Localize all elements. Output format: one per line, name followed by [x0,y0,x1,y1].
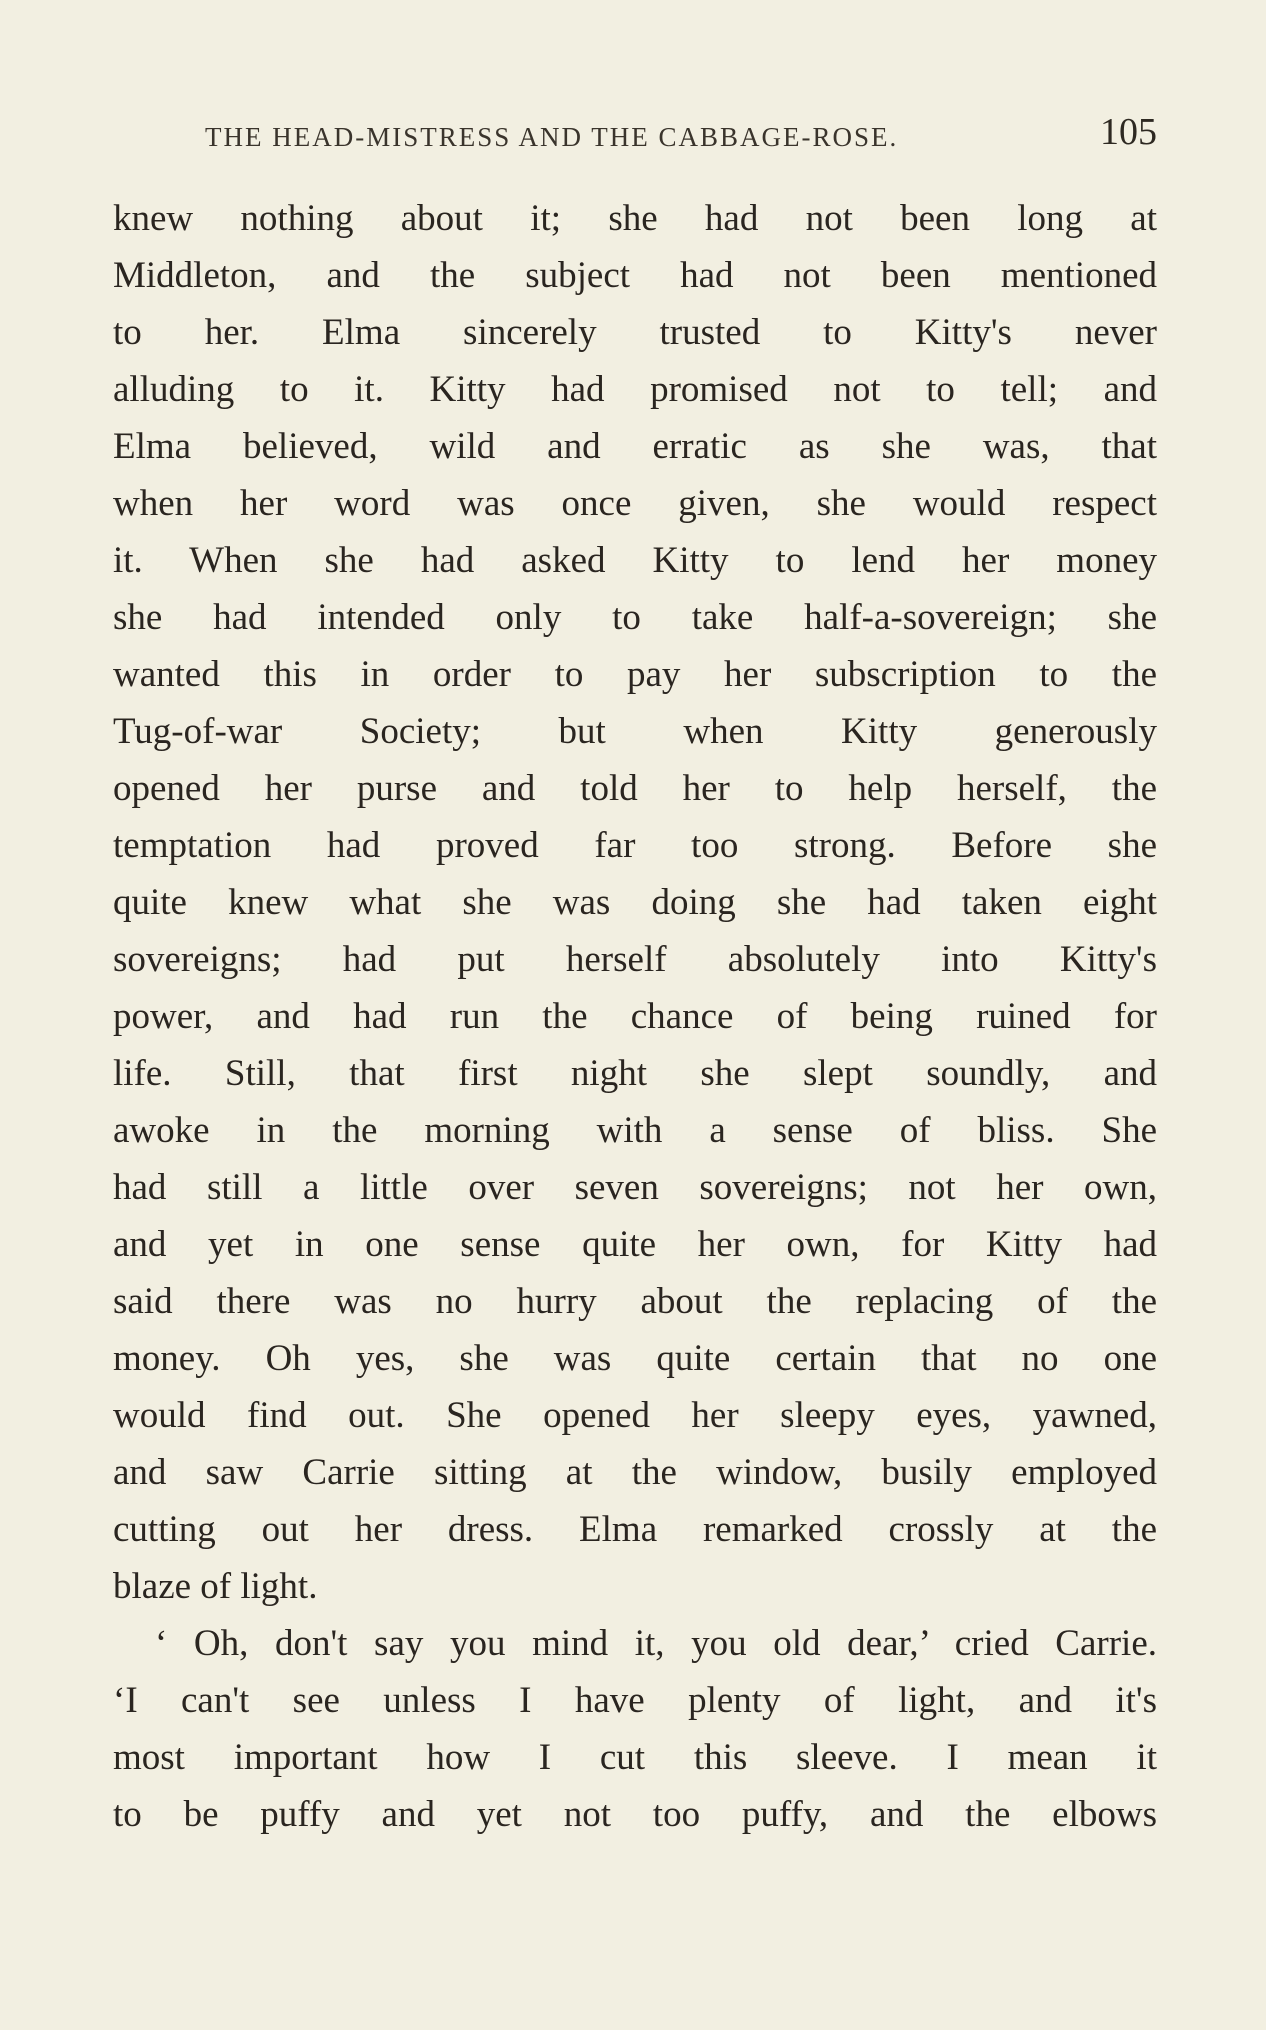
text-line: alluding to it. Kitty had promised not to tell; and [113,369,1157,410]
text-line: ‘I can't see unless I have plenty of light, and it's [113,1680,1157,1721]
text-line: wanted this in order to pay her subscription to the [113,654,1157,695]
text-line: it. When she had asked Kitty to lend her money [113,540,1157,581]
text-line: power, and had run the chance of being ruined for [113,996,1157,1037]
text-line: she had intended only to take half-a-sovereign; she [113,597,1157,638]
text-line: to her. Elma sincerely trusted to Kitty's never [113,312,1157,353]
text-line: opened her purse and told her to help herself, the [113,768,1157,809]
text-line: quite knew what she was doing she had taken eight [113,882,1157,923]
text-line: knew nothing about it; she had not been long at [113,198,1157,239]
text-line: ‘ Oh, don't say you mind it, you old dear,’ cried Carrie. [155,1623,1157,1664]
running-title: THE HEAD-MISTRESS AND THE CABBAGE-ROSE. [205,122,899,152]
text-line: said there was no hurry about the replacing of the [113,1281,1157,1322]
page-number: 105 [1100,111,1157,153]
text-line: to be puffy and yet not too puffy, and the elbows [113,1794,1157,1835]
text-line: Elma believed, wild and erratic as she was, that [113,426,1157,467]
text-line: most important how I cut this sleeve. I mean it [113,1737,1157,1778]
running-head [205,110,1157,160]
text-line: and yet in one sense quite her own, for Kitty had [113,1224,1157,1265]
body-text [113,190,1157,1843]
text-line: Middleton, and the subject had not been mentioned [113,255,1157,296]
text-line: cutting out her dress. Elma remarked crossly at the [113,1509,1157,1550]
text-line: sovereigns; had put herself absolutely into Kitty's [113,939,1157,980]
text-line: awoke in the morning with a sense of bliss. She [113,1110,1157,1151]
text-line: and saw Carrie sitting at the window, busily employed [113,1452,1157,1493]
text-line: Tug-of-war Society; but when Kitty generously [113,711,1157,752]
text-line: blaze of light. [113,1566,318,1607]
text-line: had still a little over seven sovereigns; not her own, [113,1167,1157,1208]
text-line: money. Oh yes, she was quite certain that no one [113,1338,1157,1379]
text-line: when her word was once given, she would respect [113,483,1157,524]
text-line: temptation had proved far too strong. Before she [113,825,1157,866]
text-line: life. Still, that first night she slept soundly, and [113,1053,1157,1094]
text-line: would find out. She opened her sleepy eyes, yawned, [113,1395,1157,1436]
